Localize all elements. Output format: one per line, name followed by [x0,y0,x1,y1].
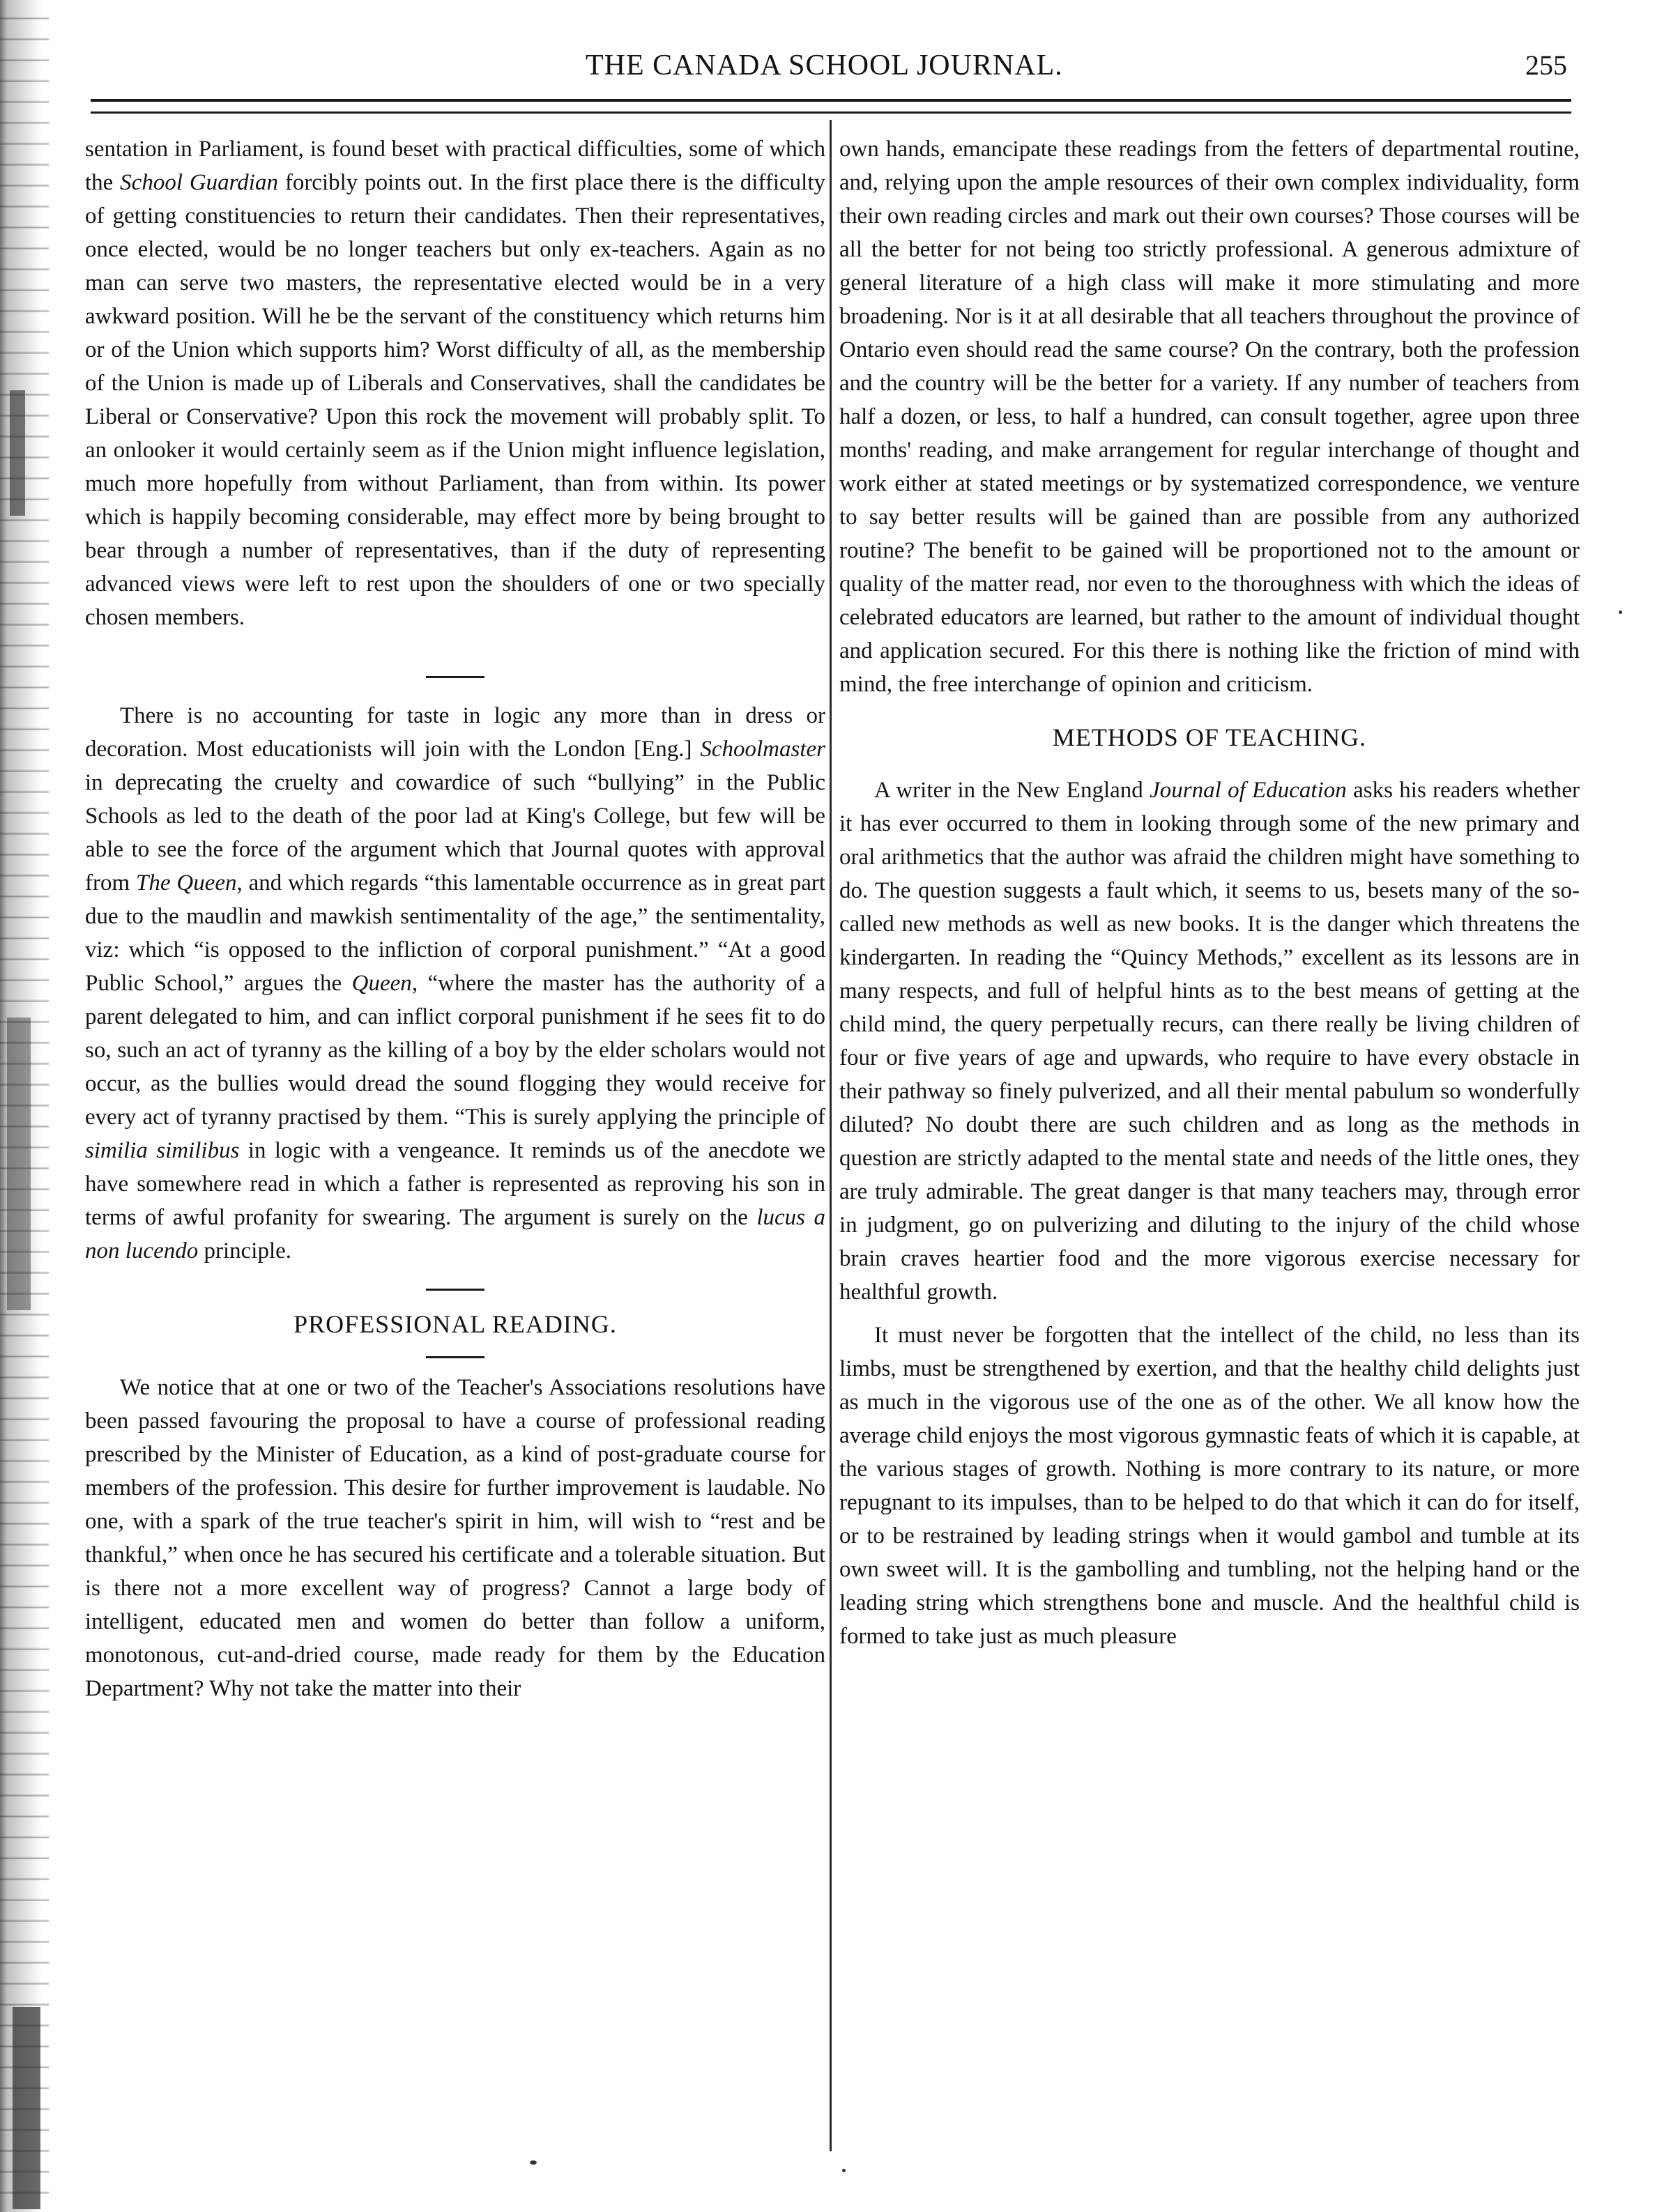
header-rule [91,99,1571,102]
spacer [85,1358,825,1371]
italic-title: Queen [351,971,412,996]
print-speck [842,2169,846,2172]
article-paragraph [85,132,825,634]
left-column [85,132,825,1705]
text-run: asks his readers whether it has ever occurred to them in looking through some of the new primary and oral arithmetics that the author was afraid the children might have something to do. The question suggests a fault which, it seems to us, besets many of the so-called new methods as well as new books. It is the danger which threatens the kindergarten. In reading the “Quincy Methods,” excellent as its lessons are in many respects, and full of helpful hints as to the best means of getting at the child mind, the query perpetually recurs, can there really be living children of four or five years of age and upwards, who require to have every obstacle in their pathway so finely pulverized, and all their mental pabulum so wonderfully diluted? No doubt there are such children and as long as the methods in question are strictly adapted to the mental state and needs of the little ones, they are truly admirable. The great danger is that many teachers may, through error in judgment, go on pulverizing and diluting to the injury of the child whose brain craves heartier food and the more vigorous exercise necessary for healthful growth. [839,778,1580,1305]
spacer [85,1268,825,1289]
text-run: There is no accounting for taste in logic any more than in dress or decoration. Most educationists will join with the London [Eng.] [85,703,825,762]
binding-shadow-mark [7,1017,31,1310]
header-rule [91,112,1571,114]
article-paragraph [85,699,825,1268]
article-paragraph: own hands, emancipate these readings from the fetters of departmental routine, and, relying upon the ample resources of their own complex individuality, form their own reading circles and mark out their own courses? Those courses will be all the better for not being too strictly professional. A generous admixture of general literature of a high class will make it more stimulating and more broadening. Nor is it at all desirable that all teachers throughout the province of Ontario even should read the same course? On the contrary, both the profession and the country will be the better for a variety. If any number of teachers from half a dozen, or less, to half a hundred, can consult together, agree upon three months' reading, and make arrangement for regular interchange of thought and work either at stated meetings or by systematized correspondence, we venture to say better results will be gained than are possible from any authorized routine? The benefit to be gained will be proportioned not to the amount or quality of the matter read, nor even to the thoroughness with which the ideas of celebrated educators are learned, but rather to the amount of individual thought and application secured. For this there is nothing like the friction of mind with mind, the free interchange of opinion and criticism. [839,137,1580,697]
binding-shadow-mark [13,2007,40,2209]
italic-phrase: similia similibus [85,1138,240,1163]
article-paragraph [839,774,1580,1309]
spacer [85,634,825,676]
spacer [85,678,825,699]
running-head-title: THE CANADA SCHOOL JOURNAL. [586,49,1063,82]
italic-phrase: lucus a non lucendo [85,1205,825,1264]
text-run: , and which regards “this lamentable occurrence as in great part due to the maudlin and mawkish sentimentality of the age,” the sentimentality, viz: which “is opposed to the infliction of corporal punishment.” “At a good Public School,” argues the [85,870,825,996]
text-run: sentation in Parliament, is found beset with practical difficulties, some of which the [85,137,825,195]
article-paragraph: We notice that at one or two of the Teacher's Associations resolutions have been passed favouring the proposal to have a course of professional reading prescribed by the Minister of Education, as a kind of post-graduate course for members of the profession. This desire for further improvement is laudable. No one, with a spark of the true teacher's spirit in him, will wish to “rest and be thankful,” when once he has secured his certificate and a tolerable situation. But is there not a more excellent way of progress? Cannot a large body of intelligent, educated men and women do better than follow a uniform, monotonous, cut-and-dried course, made ready for them by the Education Department? Why not take the matter into their [85,1375,825,1701]
text-run: principle. [198,1238,292,1264]
text-run: in deprecating the cruelty and cowardice of such “bullying” in the Public Schools as led to the death of the poor lad at King's College, but few will be able to see the force of the argument which that Journal quotes with approval from [85,770,825,896]
binding-shadow-mark [10,390,25,516]
text-run: in logic with a vengeance. It reminds us of the anecdote we have somewhere read in which a father is represented as reproving his son in terms of awful profanity for swearing. The argument is surely on the [85,1138,825,1230]
text-run: forcibly points out. In the first place there is the difficulty of getting constituencies to return their candidates. Then their representatives, once elected, would be no longer teachers but only ex-teachers. Again as no man can serve two masters, the representative elected would be in a very awkward position. Will he be the servant of the constituency which returns him or of the Union which supports him? Worst difficulty of all, as the membership of the Union is made up of Liberals and Conservatives, shall the candidates be Liberal or Conservative? Upon this rock the movement will probably split. To an onlooker it would certainly seem as if the Union might influence legislation, much more hopefully from without Parliament, than from within. Its power which is happily becoming considerable, may effect more by being brought to bear through a number of representatives, than if the duty of representing advanced views were left to rest upon the shoulders of one or two specially chosen members. [85,170,825,630]
column-divider [830,120,832,2151]
spacer [839,1309,1580,1319]
text-run: , “where the master has the authority of a parent delegated to him, and can inflict corporal punishment if he sees fit to do so, such an act of tyranny as the killing of a boy by the elder scholars would not occur, as the bullies would dread the sound flogging they would receive for every act of tyranny practised by them. “This is surely applying the principle of [85,971,826,1130]
section-heading: PROFESSIONAL READING. [293,1310,617,1338]
print-speck [530,2160,537,2165]
article-paragraph: It must never be forgotten that the intellect of the child, no less than its limbs, must be strengthened by exertion, and that the healthy child delights just as much in the vigorous use of the one as of the other. We all know how the average child enjoys the most vigorous gymnastic feats of which it is capable, at the various stages of growth. Nothing is more contrary to its nature, or more repugnant to its impulses, than to be helped to do that which it can do for itself, or to be restrained by leading strings when it would gambol and tumble at its own sweet will. It is the gambolling and tumbling, not the helping hand or the leading string which strengthens bone and muscle. And the healthful child is formed to take just as much pleasure [839,1323,1580,1649]
print-speck [1619,610,1622,614]
italic-title: Schoolmaster [700,737,825,762]
section-heading: METHODS OF TEACHING. [1052,723,1367,751]
text-run: A writer in the New England [874,778,1150,803]
italic-title: Journal of Education [1150,778,1347,803]
right-column [839,132,1580,1653]
italic-title: School Guardian [120,170,278,195]
section-separator [426,1289,484,1291]
italic-title: The Queen [136,870,237,896]
page-number: 255 [1525,49,1567,81]
